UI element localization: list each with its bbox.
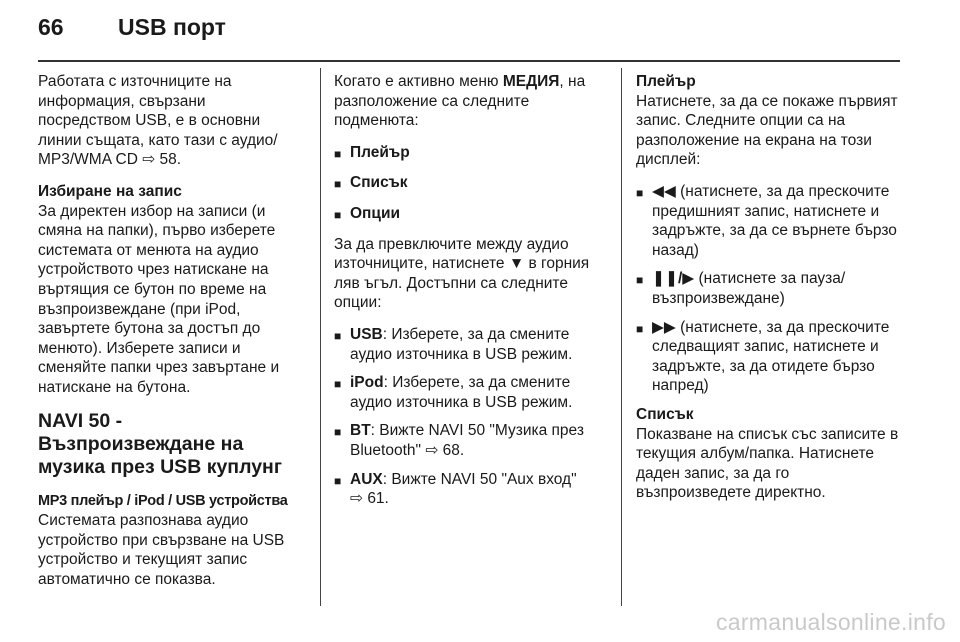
- bullet-icon: ■: [636, 321, 644, 336]
- bullet-icon: ■: [334, 377, 342, 392]
- select-text: За директен избор на записи (и смяна на папки), първо изберете системата от менюта на аудио устройството чрез натискане на въртящия се бутон по време на възпроизвеждане (при iPod, завъртете бутона за достъп до менюто). Изберете записи и сменяйте папки чрез завъртане и натискане на бутона.: [38, 202, 280, 396]
- media-intro: [334, 72, 606, 131]
- menu-item-label: Плейър: [350, 143, 410, 161]
- bullet-icon: ■: [334, 425, 342, 440]
- player-item-text: (натиснете, за да прескочите предишният запис, натиснете и задръжте, за да се върнете бързо назад): [652, 182, 897, 259]
- option-label: USB: [350, 325, 383, 343]
- page-ref-icon: ⇨: [350, 490, 363, 508]
- intro-text: Работата с източниците на информация, свързани посредством USB, е в основни линии същата, като тази с аудио/ MP3/WMA CD: [38, 73, 278, 169]
- list-item: [334, 173, 606, 195]
- player-text: Натиснете, за да се покаже първият запис. Следните опции са на разположение на екрана на този дисплей:: [636, 92, 898, 169]
- page-number: 66: [38, 14, 64, 40]
- option-text: : Вижте NAVI 50 "Музика през Bluetooth": [350, 422, 584, 459]
- intro-ref: 58.: [159, 151, 182, 169]
- rewind-icon: ◀◀: [652, 182, 676, 200]
- option-ref: 61.: [367, 490, 389, 508]
- column-2: [334, 72, 606, 518]
- list-item: [334, 421, 606, 460]
- player-item-text: (натиснете, за да прескочите следващият запис, натиснете и задръжте, за да отидете бързо напред): [652, 318, 890, 395]
- bullet-icon: ■: [334, 146, 342, 161]
- bullet-icon: ■: [636, 185, 644, 200]
- option-ref: 68.: [442, 441, 465, 459]
- list-item: [636, 269, 908, 308]
- page-header: [38, 14, 226, 50]
- option-text: : Вижте NAVI 50 "Aux вход": [382, 470, 577, 488]
- section-heading: NAVI 50 - Възпроизвеждане на музика през USB куплунг: [38, 409, 282, 478]
- header-rule: [38, 60, 900, 62]
- column-divider-1: [320, 68, 321, 606]
- option-label: AUX: [350, 470, 383, 488]
- menu-item-label: Списък: [350, 174, 408, 192]
- list-item: [636, 318, 908, 396]
- select-heading: Избиране на запис: [38, 182, 182, 200]
- option-label: BT: [350, 422, 371, 440]
- page-title: USB порт: [118, 14, 226, 40]
- list-item: [636, 182, 908, 260]
- page-ref-icon: ⇨: [425, 441, 439, 459]
- bullet-icon: ■: [334, 207, 342, 222]
- media-intro-pre: Когато е активно меню: [334, 73, 503, 90]
- intro-paragraph: [38, 72, 300, 170]
- sub-heading: MP3 плейър / iPod / USB устройства: [38, 492, 288, 509]
- bullet-icon: ■: [334, 177, 342, 192]
- column-3: [636, 72, 908, 515]
- list-item: [334, 470, 606, 509]
- sub-text: Системата разпознава аудио устройство при свързване на USB устройство и текущият запис автоматично се показва.: [38, 512, 285, 588]
- bullet-icon: ■: [636, 273, 644, 288]
- watermark: carmanualsonline.info: [715, 609, 946, 635]
- list-item: [334, 143, 606, 165]
- option-label: iPod: [350, 374, 384, 392]
- column-1: [38, 72, 300, 601]
- fast-forward-icon: ▶▶: [652, 318, 676, 336]
- media-intro-post: , на разположение са следните подменюта:: [334, 73, 586, 130]
- list-text: Показване на списък със записите в текущия албум/папка. Натиснете даден запис, за да го възпроизведете директно.: [636, 425, 899, 502]
- option-text: : Изберете, за да смените аудио източника в USB режим.: [350, 374, 573, 411]
- menu-item-label: Опции: [350, 204, 401, 222]
- bullet-icon: ■: [334, 473, 342, 488]
- list-item: [334, 373, 606, 412]
- column-divider-2: [621, 68, 622, 606]
- play-pause-icon: ❚❚/▶: [652, 270, 695, 288]
- list-heading: Списък: [636, 405, 694, 423]
- player-heading: Плейър: [636, 73, 696, 90]
- options-text: За да превключите между аудио източниците, натиснете ▼ в горния ляв ъгъл. Достъпни са следните опции:: [334, 235, 590, 312]
- list-item: [334, 325, 606, 364]
- page-ref-icon: ⇨: [142, 151, 156, 169]
- list-item: [334, 204, 606, 226]
- bullet-icon: ■: [334, 328, 342, 343]
- option-text: : Изберете, за да смените аудио източника в USB режим.: [350, 325, 573, 363]
- player-item-text: (натиснете за пауза/ възпроизвеждане): [652, 270, 846, 307]
- media-menu-name: МЕДИЯ: [502, 73, 560, 90]
